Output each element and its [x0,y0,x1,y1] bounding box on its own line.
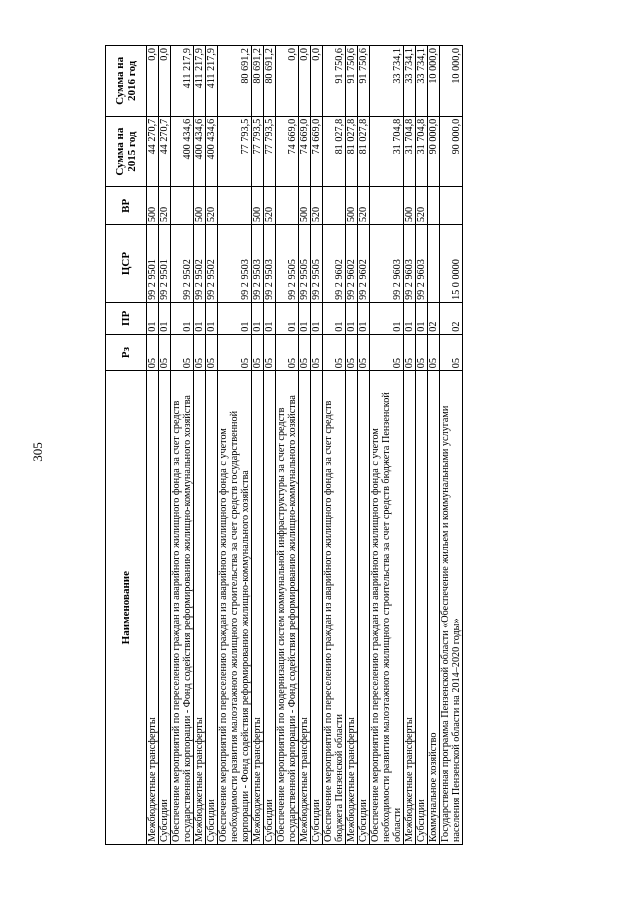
cell-sum-2016: 0,0 [147,46,159,117]
cell-name: Обеспечение мероприятий по переселению граждан из аварийного жилищного фонда за счет средств государственной корпорации - Фонд содействия реформированию жилищно-коммунального хозяйства [171,371,194,845]
cell-vr: 500 [147,187,159,225]
table-row [171,46,194,845]
cell-sum-2016: 0,0 [311,46,323,117]
cell-rz: 05 [264,334,276,371]
cell-rz: 05 [252,334,264,371]
cell-pr: 01 [206,302,218,334]
cell-sum-2016: 91 750,6 [358,46,370,117]
cell-rz: 05 [171,334,194,371]
cell-sum-2015: 400 434,6 [171,116,194,187]
table-row [276,46,299,845]
cell-sum-2016: 411 217,9 [206,46,218,117]
cell-pr: 01 [264,302,276,334]
cell-csr: 99 2 9602 [346,225,358,303]
header-name: Наименование [106,371,147,845]
cell-vr: 500 [299,187,311,225]
header-sum-2016: Сумма на 2016 год [106,46,147,117]
cell-vr: 500 [194,187,206,225]
cell-vr: 520 [159,187,171,225]
cell-sum-2016: 80 691,2 [218,46,252,117]
cell-name: Обеспечение мероприятий по переселению граждан из аварийного жилищного фонда с учетом необходимости развития малоэтажного жилищного строительства за счет средств бюджета Пензенской области [370,371,404,845]
cell-vr: 500 [252,187,264,225]
cell-sum-2016: 0,0 [276,46,299,117]
cell-name: Межбюджетные трансферты [252,371,264,845]
cell-name: Межбюджетные трансферты [299,371,311,845]
header-sum-2015: Сумма на 2015 год [106,116,147,187]
cell-sum-2015: 400 434,6 [194,116,206,187]
cell-sum-2015: 74 669,0 [276,116,299,187]
cell-csr: 99 2 9505 [311,225,323,303]
cell-csr: 99 2 9502 [194,225,206,303]
table-row [194,46,206,845]
cell-csr: 15 0 0000 [440,225,463,303]
cell-vr: 500 [346,187,358,225]
cell-sum-2016: 10 000,0 [440,46,463,117]
header-pr: ПР [106,302,147,334]
cell-csr: 99 2 9502 [171,225,194,303]
cell-pr: 01 [218,302,252,334]
cell-rz: 05 [428,334,440,371]
cell-name: Коммунальное хозяйство [428,371,440,845]
cell-sum-2015: 81 027,8 [346,116,358,187]
header-csr: ЦСР [106,225,147,303]
cell-pr: 02 [428,302,440,334]
cell-sum-2016: 80 691,2 [252,46,264,117]
cell-rz: 05 [404,334,416,371]
cell-sum-2015: 81 027,8 [358,116,370,187]
cell-rz: 05 [194,334,206,371]
table-row [252,46,264,845]
cell-pr: 01 [252,302,264,334]
table-row [440,46,463,845]
table-row [323,46,346,845]
cell-sum-2015: 74 669,0 [311,116,323,187]
cell-pr: 01 [323,302,346,334]
cell-rz: 05 [323,334,346,371]
cell-sum-2015: 77 793,5 [218,116,252,187]
header-row [106,46,147,845]
cell-rz: 05 [206,334,218,371]
cell-vr [218,187,252,225]
cell-name: Обеспечение мероприятий по переселению граждан из аварийного жилищного фонда с учетом необходимости развития малоэтажного жилищного строительства за счет средств государственной корпорации - Фонд содействия реформированию жилищно-коммунального хозяйства [218,371,252,845]
cell-csr: 99 2 9602 [358,225,370,303]
cell-rz: 05 [159,334,171,371]
cell-pr: 01 [299,302,311,334]
table-row [147,46,159,845]
cell-pr: 01 [311,302,323,334]
cell-sum-2016: 91 750,6 [323,46,346,117]
cell-sum-2016: 33 734,1 [404,46,416,117]
cell-vr [323,187,346,225]
cell-sum-2015: 77 793,5 [264,116,276,187]
cell-rz: 05 [218,334,252,371]
page-number: 305 [30,442,45,462]
table-row [416,46,428,845]
cell-name: Межбюджетные трансферты [194,371,206,845]
cell-vr: 520 [206,187,218,225]
cell-pr: 01 [404,302,416,334]
cell-rz: 05 [358,334,370,371]
cell-sum-2016: 33 734,1 [370,46,404,117]
cell-csr: 99 2 9502 [206,225,218,303]
cell-pr: 01 [171,302,194,334]
cell-vr: 500 [404,187,416,225]
cell-csr: 99 2 9602 [323,225,346,303]
cell-sum-2015: 31 704,8 [416,116,428,187]
cell-vr [428,187,440,225]
cell-vr: 520 [264,187,276,225]
cell-rz: 05 [276,334,299,371]
budget-table [105,45,463,845]
cell-pr: 01 [370,302,404,334]
table-row [299,46,311,845]
cell-name: Межбюджетные трансферты [147,371,159,845]
cell-csr: 99 2 9505 [299,225,311,303]
cell-sum-2015: 81 027,8 [323,116,346,187]
cell-csr: 99 2 9603 [370,225,404,303]
cell-rz: 05 [311,334,323,371]
cell-csr: 99 2 9501 [147,225,159,303]
cell-csr: 99 2 9603 [416,225,428,303]
cell-name: Обеспечение мероприятий по модернизации систем коммунальной инфраструктуры за счет средств государственной корпорации - Фонд содействия реформированию жилищно-коммунального хозяйства [276,371,299,845]
cell-vr [440,187,463,225]
table-row [218,46,252,845]
cell-name: Субсидии [264,371,276,845]
cell-sum-2015: 77 793,5 [252,116,264,187]
cell-sum-2015: 31 704,8 [404,116,416,187]
cell-vr: 520 [416,187,428,225]
cell-name: Обеспечение мероприятий по переселению граждан из аварийного жилищного фонда за счет средств бюджета Пензенской области [323,371,346,845]
cell-sum-2015: 90 000,0 [440,116,463,187]
cell-csr: 99 2 9603 [404,225,416,303]
cell-pr: 01 [416,302,428,334]
cell-vr [370,187,404,225]
table-row [159,46,171,845]
cell-pr: 01 [194,302,206,334]
cell-vr: 520 [358,187,370,225]
cell-sum-2015: 31 704,8 [370,116,404,187]
cell-pr: 01 [346,302,358,334]
cell-sum-2016: 411 217,9 [194,46,206,117]
header-vr: ВР [106,187,147,225]
header-rz: Рз [106,334,147,371]
cell-name: Субсидии [311,371,323,845]
cell-csr: 99 2 9503 [252,225,264,303]
cell-name: Государственная программа Пензенской области «Обеспечение жильем и коммунальными услугами населения Пензенской области на 2014–2020 годы» [440,371,463,845]
cell-csr [428,225,440,303]
table-row [346,46,358,845]
cell-csr: 99 2 9505 [276,225,299,303]
rotated-page-content [105,45,630,845]
cell-rz: 05 [346,334,358,371]
cell-sum-2016: 33 734,1 [416,46,428,117]
cell-vr [276,187,299,225]
table-row [370,46,404,845]
cell-pr: 01 [358,302,370,334]
cell-sum-2015: 400 434,6 [206,116,218,187]
table-row [404,46,416,845]
cell-vr [171,187,194,225]
cell-pr: 01 [276,302,299,334]
cell-sum-2016: 80 691,2 [264,46,276,117]
cell-name: Межбюджетные трансферты [404,371,416,845]
cell-pr: 02 [440,302,463,334]
cell-name: Субсидии [416,371,428,845]
table-row [311,46,323,845]
cell-sum-2015: 44 270,7 [147,116,159,187]
table-body [147,46,463,845]
cell-csr: 99 2 9503 [218,225,252,303]
cell-pr: 01 [159,302,171,334]
cell-name: Субсидии [358,371,370,845]
cell-sum-2016: 0,0 [299,46,311,117]
table-row [428,46,440,845]
cell-rz: 05 [299,334,311,371]
table-row [358,46,370,845]
cell-pr: 01 [147,302,159,334]
cell-name: Субсидии [159,371,171,845]
cell-rz: 05 [416,334,428,371]
cell-csr: 99 2 9503 [264,225,276,303]
cell-sum-2016: 91 750,6 [346,46,358,117]
cell-csr: 99 2 9501 [159,225,171,303]
cell-sum-2016: 10 000,0 [428,46,440,117]
cell-sum-2015: 44 270,7 [159,116,171,187]
cell-rz: 05 [440,334,463,371]
table-row [264,46,276,845]
cell-name: Межбюджетные трансферты [346,371,358,845]
cell-rz: 05 [147,334,159,371]
cell-sum-2015: 90 000,0 [428,116,440,187]
table-row [206,46,218,845]
cell-sum-2015: 74 669,0 [299,116,311,187]
cell-sum-2016: 0,0 [159,46,171,117]
cell-name: Субсидии [206,371,218,845]
cell-rz: 05 [370,334,404,371]
cell-sum-2016: 411 217,9 [171,46,194,117]
cell-vr: 520 [311,187,323,225]
